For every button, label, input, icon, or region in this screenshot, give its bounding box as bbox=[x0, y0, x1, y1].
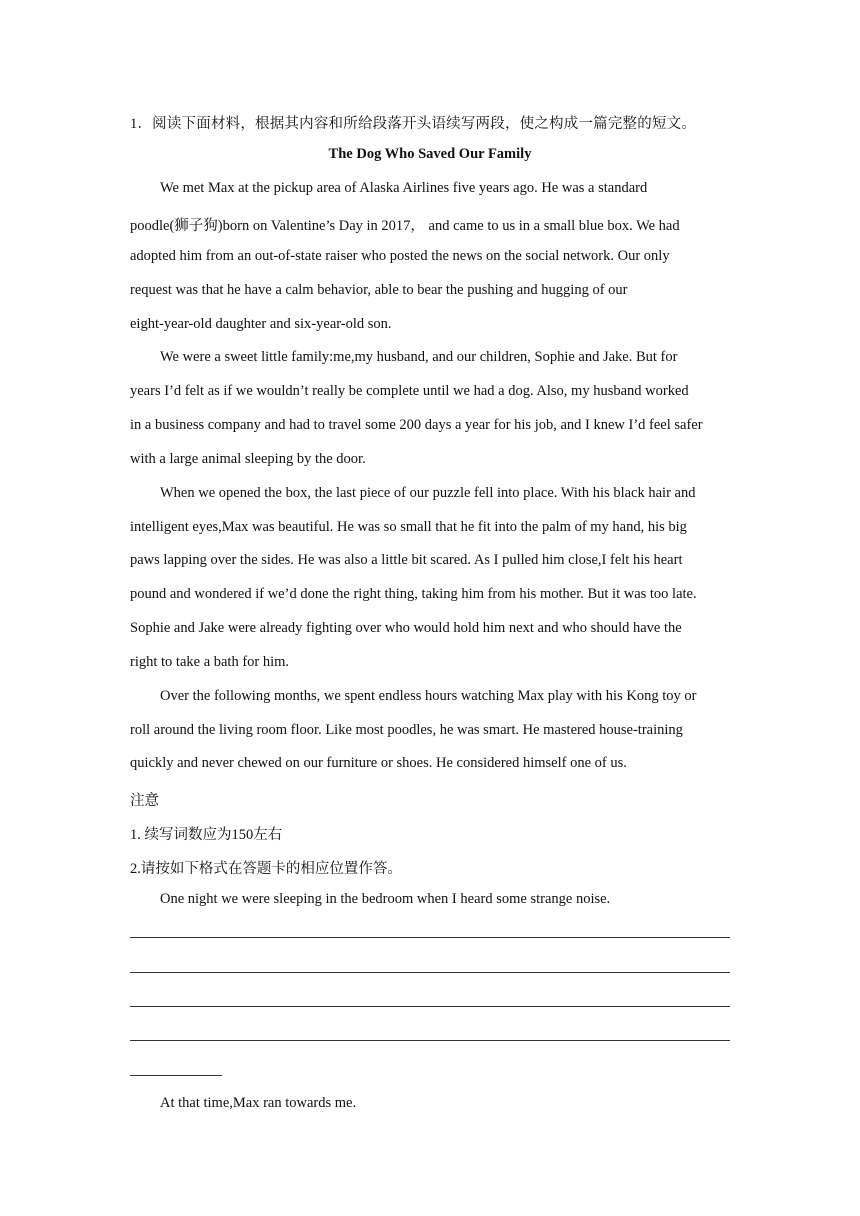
passage-line: roll around the living room floor. Like most poodles, he was smart. He mastered house-training bbox=[130, 722, 683, 738]
paragraph-opener: One night we were sleeping in the bedroom when I heard some strange noise. bbox=[160, 891, 611, 907]
passage-line: paws lapping over the sides. He was also a little bit scared. As I pulled him close,I felt his heart bbox=[130, 552, 683, 568]
passage-line: adopted him from an out-of-state raiser who posted the news on the social network. Our only bbox=[130, 248, 670, 264]
passage-line: We met Max at the pickup area of Alaska Airlines five years ago. He was a standard bbox=[160, 180, 648, 196]
passage-line: When we opened the box, the last piece of our puzzle fell into place. With his black hair and bbox=[160, 485, 696, 501]
passage-line: We were a sweet little family:me,my husband, and our children, Sophie and Jake. But for bbox=[160, 349, 678, 365]
passage-line: right to take a bath for him. bbox=[130, 654, 290, 670]
passage-line: Sophie and Jake were already fighting over who would hold him next and who should have the bbox=[130, 620, 682, 636]
passage-line: request was that he have a calm behavior, able to bear the pushing and hugging of our bbox=[130, 282, 628, 298]
note-item: 1. 续写词数应为150左右 bbox=[130, 827, 283, 843]
note-heading: 注意 bbox=[130, 793, 159, 809]
answer-line bbox=[130, 972, 730, 973]
passage-line: years I’d felt as if we wouldn’t really be complete until we had a dog. Also, my husband worked bbox=[130, 383, 689, 399]
passage-line: in a business company and had to travel some 200 days a year for his job, and I knew I’d feel safer bbox=[130, 417, 703, 433]
passage-line: with a large animal sleeping by the door. bbox=[130, 451, 366, 467]
passage-line: pound and wondered if we’d done the right thing, taking him from his mother. But it was too late. bbox=[130, 586, 697, 602]
passage-title: The Dog Who Saved Our Family bbox=[328, 146, 532, 162]
answer-line bbox=[130, 1006, 730, 1007]
note-item: 2.请按如下格式在答题卡的相应位置作答。 bbox=[130, 861, 402, 877]
passage-line: Over the following months, we spent endless hours watching Max play with his Kong toy or bbox=[160, 688, 697, 704]
passage-line: intelligent eyes,Max was beautiful. He was so small that he fit into the palm of my hand, his big bbox=[130, 519, 687, 535]
question-instruction: 1．阅读下面材料，根据其内容和所给段落开头语续写两段，使之构成一篇完整的短文。 bbox=[130, 116, 697, 132]
answer-line bbox=[130, 1040, 730, 1041]
answer-line bbox=[130, 937, 730, 938]
passage-line: poodle(狮子狗)born on Valentine’s Day in 2017， and came to us in a small blue box. We had bbox=[130, 218, 680, 234]
paragraph-opener: At that time,Max ran towards me. bbox=[160, 1095, 357, 1111]
answer-line bbox=[130, 1075, 222, 1076]
passage-line: quickly and never chewed on our furniture or shoes. He considered himself one of us. bbox=[130, 755, 627, 771]
passage-line: eight-year-old daughter and six-year-old son. bbox=[130, 316, 392, 332]
